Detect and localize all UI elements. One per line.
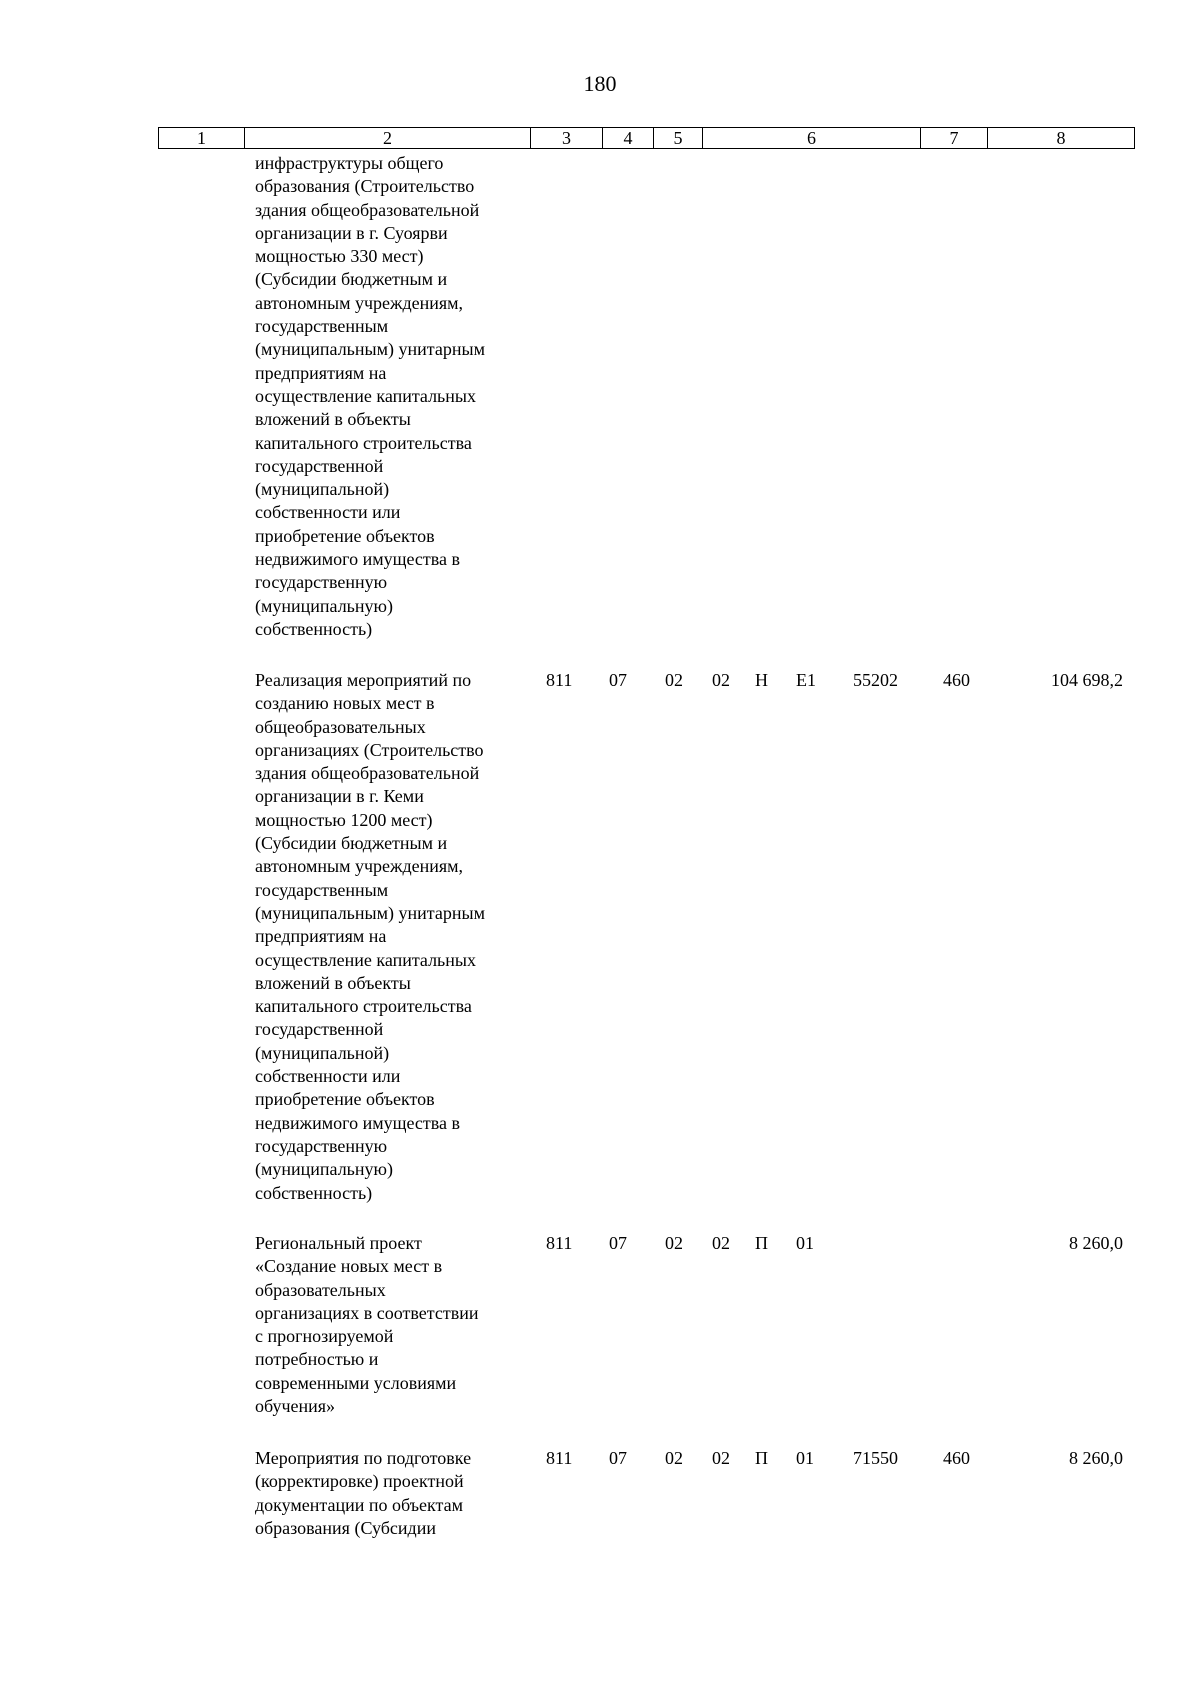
cell-col-6-part-2: П [755, 1448, 768, 1468]
row-description: инфраструктуры общего образования (Строительство здания общеобразовательной организации в г. Суоярви мощностью 330 мест) (Субсидии бюджетным и автономным учреждениям, государственным (муниципальным) унитарным предприятиям на осуществление капитальных вложений в объекты капитального строительства государственной (муниципальной) собственности или приобретение объектов недвижимого имущества в государственную (муниципальную) собственность) [255, 153, 485, 639]
header-col-6: 6 [703, 128, 921, 148]
cell-col-3: 811 [546, 670, 573, 690]
header-col-5: 5 [654, 128, 703, 148]
header-col-4: 4 [603, 128, 654, 148]
cell-col-5: 02 [665, 670, 683, 690]
cell-col-6-part-4: 55202 [853, 670, 898, 690]
table-header-row [158, 127, 1135, 149]
cell-col-6-part-2: П [755, 1233, 768, 1253]
cell-col-6-part-1: 02 [712, 1233, 730, 1253]
cell-col-6-part-4: 71550 [853, 1448, 898, 1468]
row-description: Мероприятия по подготовке (корректировке) проектной документации по объектам образования (Субсидии [255, 1448, 472, 1538]
cell-col-4: 07 [609, 1448, 627, 1468]
cell-col-8: 8 260,0 [1069, 1233, 1123, 1253]
cell-col-8: 104 698,2 [1051, 670, 1123, 690]
cell-col-6-part-3: 01 [796, 1448, 814, 1468]
cell-col-7: 460 [943, 670, 970, 690]
cell-col-4: 07 [609, 670, 627, 690]
cell-col-4: 07 [609, 1233, 627, 1253]
cell-col-6-part-1: 02 [712, 1448, 730, 1468]
cell-col-6-part-3: 01 [796, 1233, 814, 1253]
header-col-7: 7 [921, 128, 988, 148]
cell-col-5: 02 [665, 1448, 683, 1468]
cell-col-6-part-3: Е1 [796, 670, 816, 690]
page-number: 180 [583, 71, 617, 96]
cell-col-3: 811 [546, 1233, 573, 1253]
row-description: Реализация мероприятий по созданию новых мест в общеобразовательных организациях (Строительство здания общеобразовательной организации в г. Кеми мощностью 1200 мест) (Субсидии бюджетным и автономным учреждениям, государственным (муниципальным) унитарным предприятиям на осуществление капитальных вложений в объекты капитального строительства государственной (муниципальной) собственности или приобретение объектов недвижимого имущества в государственную (муниципальную) собственность) [255, 670, 485, 1203]
cell-col-5: 02 [665, 1233, 683, 1253]
cell-col-8: 8 260,0 [1069, 1448, 1123, 1468]
row-description: Региональный проект «Создание новых мест в образовательных организациях в соответствии с прогнозируемой потребностью и современными условиями обучения» [255, 1233, 479, 1417]
cell-col-6-part-1: 02 [712, 670, 730, 690]
header-col-3: 3 [531, 128, 603, 148]
cell-col-3: 811 [546, 1448, 573, 1468]
cell-col-7: 460 [943, 1448, 970, 1468]
header-col-2: 2 [245, 128, 531, 148]
header-col-8: 8 [1056, 128, 1066, 148]
header-col-1: 1 [159, 128, 245, 148]
cell-col-6-part-2: Н [755, 670, 768, 690]
